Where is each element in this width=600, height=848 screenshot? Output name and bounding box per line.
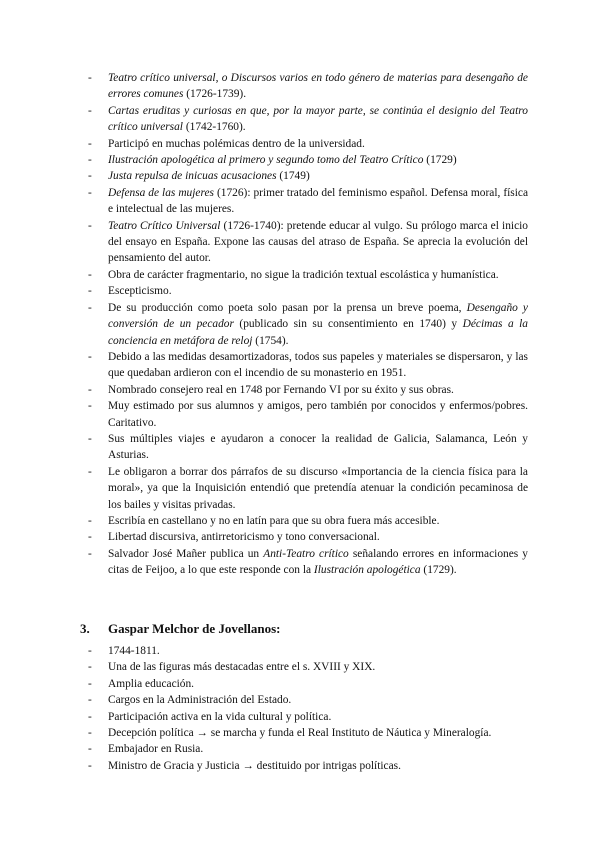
jovellanos-bullet-list: [0, 643, 600, 774]
list-item: [0, 218, 600, 267]
item-text: Escribía en castellano y no en latín para que su obra fuera más accesible.: [108, 514, 440, 527]
item-text: Participó en muchas polémicas dentro de la universidad.: [108, 137, 365, 150]
bullet-dash: -: [88, 137, 92, 150]
bullet-dash: -: [88, 547, 92, 560]
section-jovellanos: [0, 621, 600, 774]
item-text: Le obligaron a borrar dos párrafos de su discurso «Importancia de la ciencia física para la moral», ya que la Inquisición entendió que pretendía atenuar la condición pecaminosa de los bailes y visitas privadas.: [108, 465, 528, 511]
list-item: [0, 152, 600, 168]
bullet-dash: -: [88, 710, 92, 723]
item-text: Muy estimado por sus alumnos y amigos, pero también por conocidos y enfermos/pobres. Caritativo.: [108, 400, 528, 429]
item-text: Debido a las medidas desamortizadoras, todos sus papeles y materiales se dispersaron, y las que quedaban ardieron con el incendio de su monasterio en 1951.: [108, 350, 528, 380]
bullet-dash: -: [88, 531, 92, 544]
bullet-dash: -: [88, 268, 92, 281]
list-item: [0, 382, 600, 398]
bullet-dash: -: [88, 514, 92, 527]
item-text: (1729).: [420, 564, 457, 577]
item-text: Participación activa en la vida cultural y política.: [108, 710, 332, 723]
bullet-dash: -: [88, 661, 92, 674]
item-text: Nombrado consejero real en 1748 por Fernando VI por su éxito y sus obras.: [108, 383, 454, 396]
list-item: [0, 431, 600, 464]
list-item: [0, 709, 600, 725]
list-item: [0, 185, 600, 218]
item-text: Obra de carácter fragmentario, no sigue la tradición textual escolástica y humanística.: [108, 268, 499, 281]
item-text: Salvador José Mañer publica un: [108, 547, 264, 560]
list-item: [0, 692, 600, 708]
list-item: [0, 283, 600, 299]
list-item: [0, 676, 600, 692]
item-text: 1744-1811.: [108, 645, 160, 657]
italic-title-text: Anti-Teatro crítico: [263, 547, 349, 560]
bullet-dash: -: [88, 383, 92, 396]
item-text: Amplia educación.: [108, 677, 195, 690]
item-text: Libertad discursiva, antirretoricismo y tono conversacional.: [108, 531, 380, 544]
bullet-dash: -: [88, 170, 92, 183]
italic-title-text: Justa repulsa de inicuas acusaciones: [108, 170, 277, 183]
list-item: [0, 659, 600, 675]
section-number: 3.: [80, 621, 90, 636]
item-text: (1726-1739).: [183, 88, 247, 101]
item-text: Una de las figuras más destacadas entre el s. XVIII y XIX.: [108, 661, 376, 674]
list-item: [0, 168, 600, 184]
bullet-dash: -: [88, 694, 92, 707]
bullet-dash: -: [88, 465, 92, 478]
item-text: (1726-1740): pretende educar al vulgo. Su prólogo marca el inicio del ensayo en España. Expone las causas del atraso de España. Se aprecia la evolución del pensamiento del autor.: [108, 219, 528, 265]
list-item: [0, 464, 600, 513]
list-item: [0, 741, 600, 757]
italic-title-text: Ilustración apologética: [313, 564, 421, 577]
item-text: (1754).: [252, 334, 289, 347]
section-title: Gaspar Melchor de Jovellanos:: [108, 621, 281, 636]
bullet-dash: -: [88, 301, 92, 314]
list-item: [0, 513, 600, 529]
bullet-dash: -: [88, 432, 92, 445]
italic-title-text: Cartas eruditas y curiosas en que, por la mayor parte, se continúa el designio del Teatro crítico universal: [108, 104, 528, 134]
bullet-dash: -: [88, 400, 92, 413]
italic-title-text: Teatro Crítico Universal: [108, 219, 221, 232]
bullet-dash: -: [88, 645, 92, 657]
bullet-dash: -: [88, 727, 92, 740]
item-text: Sus múltiples viajes e ayudaron a conocer la realidad de Galicia, Salamanca, León y Asturias.: [108, 432, 528, 462]
list-item: [0, 103, 600, 136]
feijoo-bullet-list: [0, 70, 600, 579]
list-item: [0, 300, 600, 349]
bullet-dash: -: [88, 759, 92, 772]
item-text: Escepticismo.: [108, 285, 172, 298]
italic-title-text: Teatro crítico universal, o Discursos varios en todo género de materias para desengaño de errores comunes: [108, 72, 528, 101]
bullet-dash: -: [88, 72, 92, 84]
list-item: [0, 398, 600, 431]
item-text: De su producción como poeta solo pasan por la prensa un breve poema,: [108, 301, 467, 314]
bullet-dash: -: [88, 186, 92, 199]
bullet-dash: -: [88, 285, 92, 298]
bullet-dash: -: [88, 104, 92, 117]
section-heading: [0, 621, 600, 641]
bullet-dash: -: [88, 219, 92, 232]
item-text: (1749): [276, 170, 310, 183]
list-item: [0, 725, 600, 741]
item-text: Embajador en Rusia.: [108, 743, 204, 756]
list-item: [0, 529, 600, 545]
item-text: Decepción política → se marcha y funda el Real Instituto de Náutica y Mineralogía.: [108, 727, 492, 740]
italic-title-text: Desengaño y conversión de un pecador: [108, 301, 528, 331]
list-item: [0, 267, 600, 283]
item-text: (1729): [423, 154, 457, 167]
item-text: Cargos en la Administración del Estado.: [108, 694, 292, 707]
item-text: (publicado sin su consentimiento en 1740) y: [233, 318, 463, 331]
italic-title-text: Décimas a la conciencia en metáfora de reloj: [108, 318, 529, 347]
italic-title-text: Defensa de las mujeres: [108, 186, 214, 199]
bullet-dash: -: [88, 154, 92, 167]
bullet-dash: -: [88, 743, 92, 756]
list-item: [0, 546, 600, 579]
list-item: [0, 70, 600, 103]
bullet-dash: -: [88, 350, 92, 363]
list-item: [0, 349, 600, 382]
italic-title-text: Ilustración apologética al primero y segundo tomo del Teatro Crítico: [108, 154, 424, 167]
list-item: [0, 136, 600, 152]
bullet-dash: -: [88, 677, 92, 690]
list-item: [0, 643, 600, 659]
item-text: Ministro de Gracia y Justicia → destituido por intrigas políticas.: [108, 759, 401, 772]
list-item: [0, 758, 600, 774]
item-text: (1726): primer tratado del feminismo español. Defensa moral, física e intelectual de las mujeres.: [108, 186, 529, 216]
item-text: señalando errores en informaciones y citas de Feijoo, a lo que este responde con la: [108, 547, 528, 577]
item-text: (1742-1760).: [182, 121, 246, 134]
